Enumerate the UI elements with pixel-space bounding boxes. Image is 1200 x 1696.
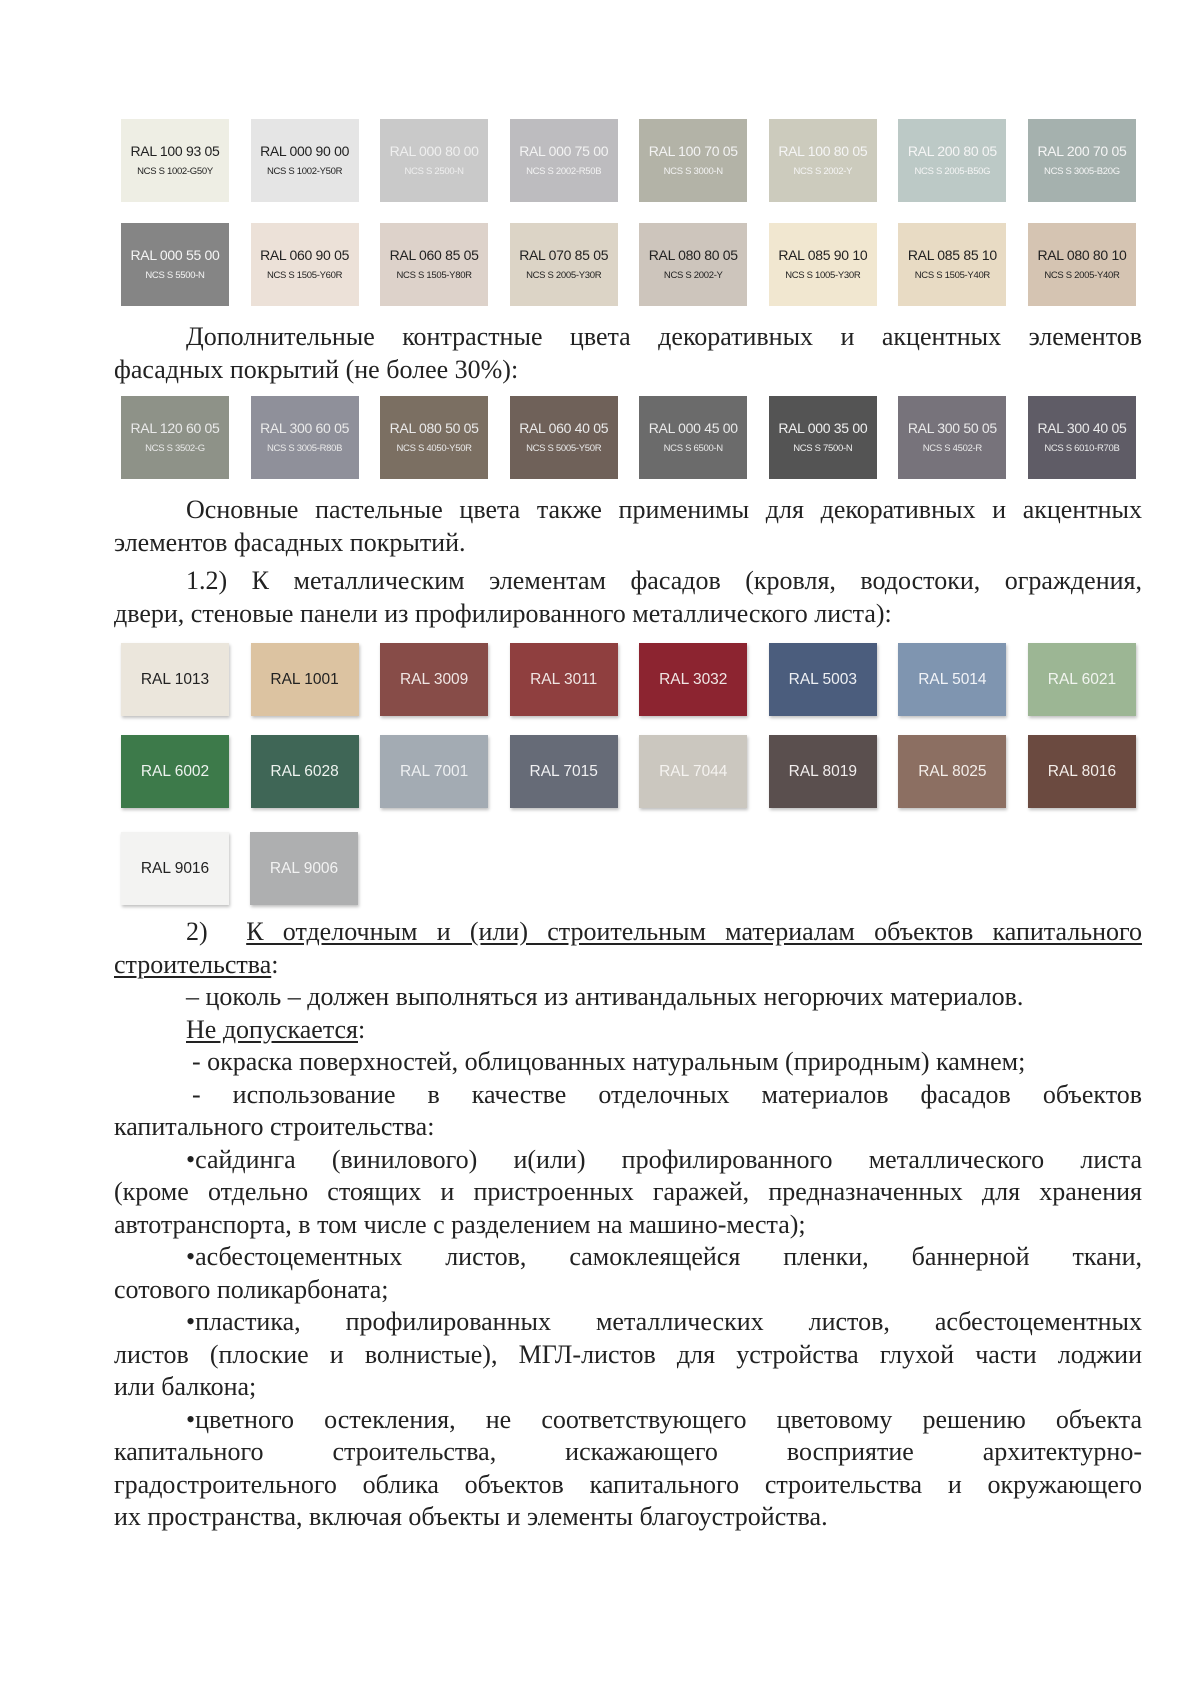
ncs-code: NCS S 2005-Y30R xyxy=(526,270,602,281)
metal-color-swatch xyxy=(769,643,877,716)
metal-color-swatch xyxy=(1028,735,1136,808)
metal-color-swatch xyxy=(639,643,747,716)
ral-code: RAL 000 80 00 xyxy=(389,143,479,159)
color-swatch xyxy=(639,223,747,306)
bullet-item-3: •пластика, профилированных металлических листов, асбестоцементных xyxy=(186,1307,1142,1336)
not-allowed-label: Не допускается xyxy=(186,1014,358,1044)
ral-code: RAL 8019 xyxy=(788,762,857,780)
ral-code: RAL 1001 xyxy=(270,670,339,688)
ral-code: RAL 6002 xyxy=(140,762,210,780)
ral-code: RAL 000 75 00 xyxy=(519,143,609,159)
color-swatch xyxy=(121,223,229,306)
text-line: фасадных покрытий (не более 30%): xyxy=(114,354,519,384)
punctuation: : xyxy=(271,949,279,979)
ral-code: RAL 080 80 05 xyxy=(648,247,738,263)
ncs-code: NCS S 5500-N xyxy=(145,270,205,281)
bullet-item-4-cont: их пространства, включая объекты и элементы благоустройства. xyxy=(114,1502,828,1531)
metal-color-swatch xyxy=(251,735,359,808)
ncs-code: NCS S 1505-Y80R xyxy=(396,270,472,281)
ral-code: RAL 6028 xyxy=(270,762,339,780)
bullet-item-1-cont: (кроме отдельно стоящих и пристроенных гаражей, предназначенных для хранения xyxy=(114,1177,1142,1206)
metal-palette-row-2 xyxy=(121,735,1136,808)
color-swatch xyxy=(769,119,877,202)
text-line: Основные пастельные цвета также применимы для декоративных и акцентных xyxy=(186,495,1142,524)
ral-code: RAL 300 50 05 xyxy=(907,420,997,436)
text-line: 1.2) К металлическим элементам фасадов (кровля, водостоки, ограждения, xyxy=(186,566,1142,595)
ncs-code: NCS S 6500-N xyxy=(663,443,723,454)
ral-code: RAL 000 90 00 xyxy=(260,143,350,159)
color-swatch xyxy=(898,223,1006,306)
metal-color-swatch xyxy=(639,735,747,808)
color-swatch xyxy=(510,223,618,306)
text-line: элементов фасадных покрытий. xyxy=(114,527,466,557)
ral-code: RAL 300 40 05 xyxy=(1037,420,1127,436)
bullet-item-3-cont: или балкона; xyxy=(114,1372,257,1401)
plinth-requirement: – цоколь – должен выполняться из антивандальных негорючих материалов. xyxy=(186,982,1024,1011)
section-number: 2) xyxy=(186,917,208,946)
section-2-heading-line-2 xyxy=(114,949,1142,982)
ral-code: RAL 3011 xyxy=(530,670,598,688)
ncs-code: NCS S 3005-B20G xyxy=(1044,166,1120,177)
ral-code: RAL 060 40 05 xyxy=(519,420,609,436)
color-swatch xyxy=(769,396,877,479)
color-swatch xyxy=(1028,396,1136,479)
ncs-code: NCS S 3005-R80B xyxy=(266,443,343,454)
ncs-code: NCS S 2002-R50B xyxy=(526,166,602,177)
ral-code: RAL 8025 xyxy=(918,762,987,780)
metal-palette-row-1 xyxy=(121,643,1136,716)
bullet-item-4-cont: капитального строительства, искажающего восприятие архитектурно- xyxy=(114,1437,1142,1466)
ral-code: RAL 100 70 05 xyxy=(648,143,738,159)
ncs-code: NCS S 2002-Y xyxy=(663,270,723,281)
ncs-code: NCS S 2500-N xyxy=(404,166,464,177)
bullet-item-4: •цветного остекления, не соответствующего цветовому решению объекта xyxy=(186,1404,1142,1434)
metal-color-swatch xyxy=(121,643,229,716)
ncs-code: NCS S 3502-G xyxy=(145,443,205,454)
ral-code: RAL 000 55 00 xyxy=(130,247,220,263)
pastel-palette-row-1 xyxy=(121,119,1136,202)
ral-code: RAL 7044 xyxy=(659,762,728,780)
ncs-code: NCS S 5005-Y50R xyxy=(526,443,602,454)
ral-code: RAL 200 70 05 xyxy=(1037,143,1127,159)
color-swatch xyxy=(1028,223,1136,306)
ral-code: RAL 7015 xyxy=(529,762,598,780)
bullet-item-2: •асбестоцементных листов, самоклеящейся пленки, баннерной ткани, xyxy=(186,1242,1142,1271)
ncs-code: NCS S 2005-Y40R xyxy=(1044,270,1120,281)
ral-code: RAL 085 85 10 xyxy=(907,247,997,263)
metal-color-swatch xyxy=(380,735,488,808)
metal-color-swatch xyxy=(250,832,358,905)
ral-code: RAL 060 85 05 xyxy=(389,247,479,263)
text-line: двери, стеновые панели из профилированного металлического листа): xyxy=(114,598,892,628)
pastel-applicability-paragraph xyxy=(114,494,1142,559)
ral-code: RAL 200 80 05 xyxy=(907,143,997,159)
prohibited-item-2-cont: капитального строительства: xyxy=(114,1112,435,1141)
ncs-code: NCS S 4502-R xyxy=(922,443,982,454)
bullet-item-4-cont: градостроительного облика объектов капитального строительства и окружающего xyxy=(114,1469,1142,1499)
ncs-code: NCS S 6010-R70B xyxy=(1044,443,1120,454)
metal-color-swatch xyxy=(510,643,618,716)
ncs-code: NCS S 1002-G50Y xyxy=(137,166,213,177)
ncs-code: NCS S 1505-Y60R xyxy=(266,270,343,281)
contrast-colors-paragraph xyxy=(114,321,1142,386)
ral-code: RAL 080 50 05 xyxy=(389,420,479,436)
ral-code: RAL 9016 xyxy=(140,859,210,877)
color-swatch xyxy=(380,223,488,306)
ral-code: RAL 5003 xyxy=(788,670,857,688)
color-swatch xyxy=(769,223,877,306)
ral-code: RAL 3032 xyxy=(659,670,728,688)
metal-color-swatch xyxy=(510,735,618,808)
punctuation: : xyxy=(358,1014,366,1044)
color-swatch xyxy=(1028,119,1136,202)
metal-color-swatch xyxy=(380,643,488,716)
section-heading-cont: строительства xyxy=(114,949,272,979)
ral-code: RAL 100 80 05 xyxy=(778,143,868,159)
bullet-item-1: •сайдинга (винилового) и(или) профилированного металлического листа xyxy=(186,1144,1142,1174)
ral-code: RAL 8016 xyxy=(1047,762,1117,780)
prohibited-item-1: - окраска поверхностей, облицованных натуральным (природным) камнем; xyxy=(192,1047,1026,1076)
ncs-code: NCS S 3000-N xyxy=(663,166,723,177)
bullet-item-3-cont: листов (плоские и волнистые), МГЛ-листов для устройства глухой части лоджии xyxy=(114,1339,1142,1369)
metal-color-swatch xyxy=(121,735,229,808)
metal-color-swatch xyxy=(769,735,877,808)
color-swatch xyxy=(251,396,359,479)
color-swatch xyxy=(510,396,618,479)
ral-code: RAL 6021 xyxy=(1047,670,1117,688)
bullet-item-2-cont: сотового поликарбоната; xyxy=(114,1274,389,1304)
ral-code: RAL 060 90 05 xyxy=(260,247,350,263)
contrast-palette-row xyxy=(121,396,1136,479)
color-swatch xyxy=(121,119,229,202)
color-swatch xyxy=(639,119,747,202)
ral-code: RAL 080 80 10 xyxy=(1037,247,1127,263)
metal-color-swatch xyxy=(898,643,1006,716)
text-line: Дополнительные контрастные цвета декоративных и акцентных элементов xyxy=(186,322,1142,351)
prohibited-item-2: - использование в качестве отделочных материалов фасадов объектов xyxy=(192,1079,1142,1109)
ral-code: RAL 085 90 10 xyxy=(778,247,868,263)
metal-palette-row-3 xyxy=(121,832,1136,905)
metal-color-swatch xyxy=(121,832,229,905)
ral-code: RAL 9006 xyxy=(269,859,339,877)
ral-code: RAL 300 60 05 xyxy=(260,420,350,436)
ral-code: RAL 000 35 00 xyxy=(778,420,868,436)
ral-code: RAL 3009 xyxy=(399,670,469,688)
color-swatch xyxy=(898,119,1006,202)
ral-code: RAL 1013 xyxy=(140,670,210,688)
metal-color-swatch xyxy=(1028,643,1136,716)
color-swatch xyxy=(510,119,618,202)
color-swatch xyxy=(251,223,359,306)
color-swatch xyxy=(639,396,747,479)
ncs-code: NCS S 2005-B50G xyxy=(914,166,991,177)
color-swatch xyxy=(121,396,229,479)
color-swatch xyxy=(251,119,359,202)
metal-color-swatch xyxy=(898,735,1006,808)
ncs-code: NCS S 1505-Y40R xyxy=(914,270,990,281)
pastel-palette-row-2 xyxy=(121,223,1136,306)
color-swatch xyxy=(380,119,488,202)
ral-code: RAL 5014 xyxy=(918,670,987,688)
ncs-code: NCS S 1002-Y50R xyxy=(266,166,343,177)
bullet-item-1-cont: автотранспорта, в том числе с разделением на машино-места); xyxy=(114,1209,806,1239)
metal-color-swatch xyxy=(251,643,359,716)
ncs-code: NCS S 2002-Y xyxy=(793,166,853,177)
ral-code: RAL 7001 xyxy=(399,762,469,780)
ral-code: RAL 120 60 05 xyxy=(130,420,220,436)
color-swatch xyxy=(380,396,488,479)
ral-code: RAL 000 45 00 xyxy=(648,420,738,436)
color-swatch xyxy=(898,396,1006,479)
ral-code: RAL 100 93 05 xyxy=(130,143,220,159)
ncs-code: NCS S 4050-Y50R xyxy=(396,443,472,454)
section-2 xyxy=(114,916,1142,1534)
section-2-heading-line-1 xyxy=(114,916,1142,949)
metal-elements-paragraph xyxy=(114,565,1142,630)
ral-code: RAL 070 85 05 xyxy=(519,247,609,263)
section-heading: К отделочным и (или) строительным материалам объектов капитального xyxy=(246,917,1143,946)
not-allowed-heading xyxy=(114,1014,1142,1047)
ncs-code: NCS S 1005-Y30R xyxy=(785,270,861,281)
ncs-code: NCS S 7500-N xyxy=(793,443,853,454)
